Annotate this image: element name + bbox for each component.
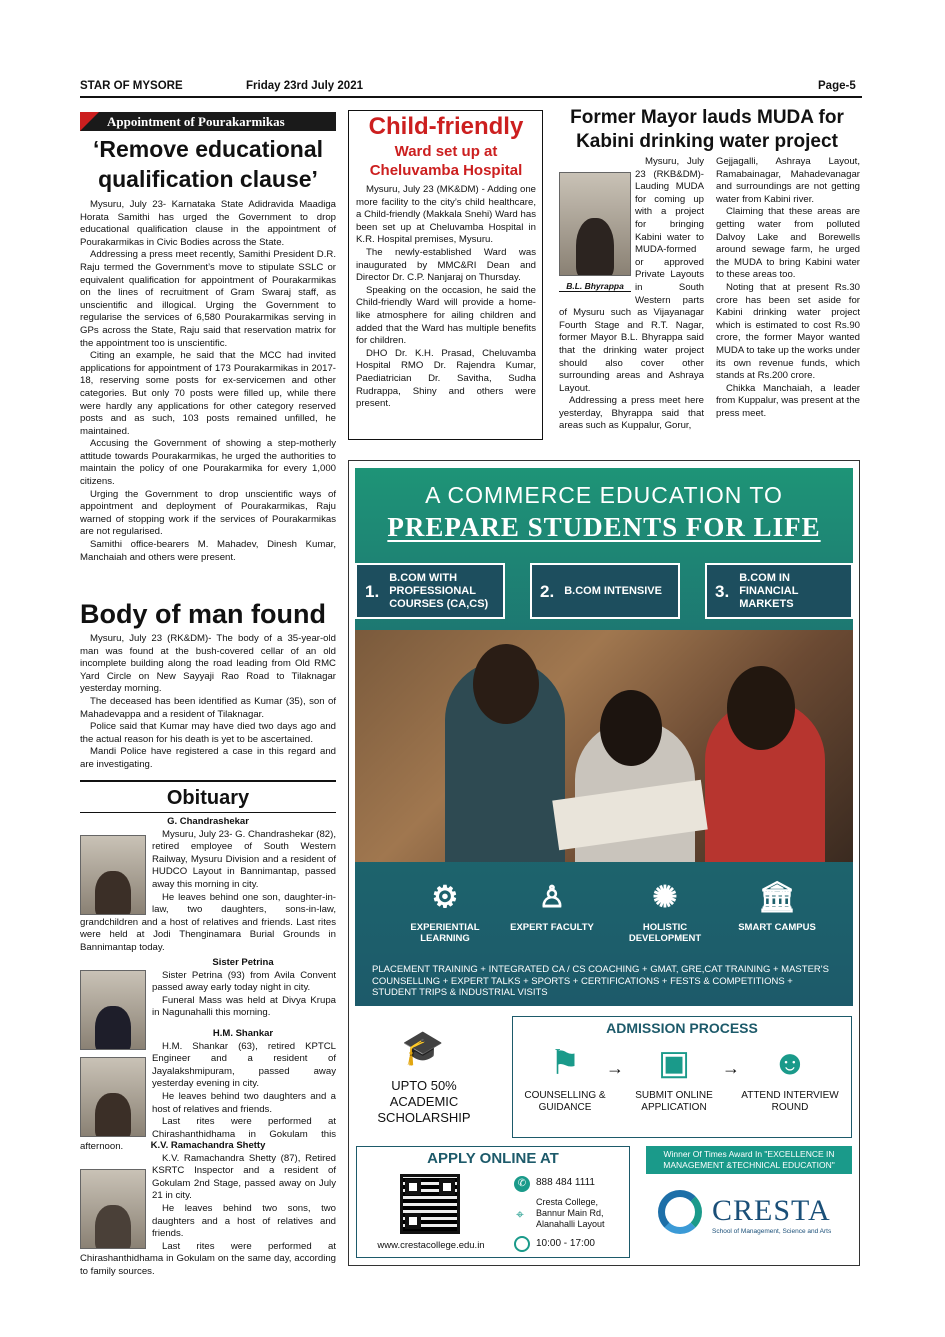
feature-label: EXPERT FACULTY (510, 922, 594, 933)
ad-students-photo (355, 630, 853, 862)
obituary-para: He leaves behind two sons, two daughters and a host of relatives and friends. (152, 1202, 336, 1240)
step-icon: ☻ (772, 1044, 808, 1082)
step-icon: ▣ (657, 1044, 691, 1082)
article1-para: Mysuru, July 23- Karnataka State Adidravida Maadiga Horata Samithi has urged the Government to drop educational qualification clause in the appointment of Pourakarmikas in Civic Bodies across the State. (80, 199, 336, 248)
student-figure-3-head (727, 666, 795, 750)
step-label: ATTEND INTERVIEW ROUND (741, 1090, 839, 1113)
article1-para: Urging the Government to drop unscientific ways of appointment and deployment of Pourakarmikas, Raju warned of stopping work if the services of Pourakarmikas are not regularised. (80, 488, 336, 538)
feature-1 (390, 880, 500, 944)
article3-para: Speaking on the occasion, he said the Child-friendly Ward will provide a home-like atmosphere for ailing children and added that the Ward has multiple benefits for children. (356, 284, 536, 347)
article1-para: Citing an example, he said that the MCC had invited applications for appointment of 173 Pourakarmikas in 2017-18, reserving some posts for ex-servicemen and other categories. But only 70 posts were filled up, while there were hardly any applications for other category reserved posts and as such, 103 posts remained unfilled, he maintained. (80, 350, 336, 437)
obituary-photo (80, 835, 146, 915)
article1-para: Addressing a press meet recently, Samithi President D.R. Raju termed the Government’s move to stipulate SSLC or equivalent qualification for appointment of Pourakarmikas on the lines of recruitment of Gram Swaraj staff, as unscientific and illogical. Urging the Government to regularise the services of 6,580 Pourakarmikas serving in GPs across the State, Raju said that reservation matrix for the appointment too is unscientific. (80, 249, 336, 349)
article2-body (80, 633, 336, 772)
obituary-photo (80, 1169, 146, 1249)
address-text: Cresta College, Bannur Main Rd, Alanahalli Layout (536, 1197, 605, 1229)
obituary-para: Last rites were performed at Chirashanthidhama in Gokulam on the same day, according to family sources. (80, 1240, 336, 1277)
article1-para: Samithi office-bearers M. Mahadev, Dinesh Kumar, Manchaiah and others were present. (80, 539, 336, 563)
article4-para: Addressing a press meet here yesterday, Bhyrappa said that areas such as Kuppalur, Gorur, (559, 395, 704, 432)
scholarship-text: UPTO 50% ACADEMIC SCHOLARSHIP (377, 1078, 471, 1125)
feature-label: HOLISTIC DEVELOPMENT (628, 922, 702, 944)
ad-highlights: PLACEMENT TRAINING + INTEGRATED CA / CS COACHING + GMAT, GRE,CAT TRAINING + MASTER'S COUNSELLING + EXPERT TALKS + SPORTS + CERTIFICATIONS + FESTS & COMPETITIONS + STUDENT TRIPS & INDUSTRIAL VISITS (372, 964, 829, 998)
obituary-para: H.M. Shankar (63), retired KPTCL Engineer and a resident of Jayalakshmipuram, passed away yesterday evening in city. (152, 1040, 336, 1090)
obituary-name: Sister Petrina (212, 957, 274, 968)
obituary-para: He leaves behind one son, daughter-in-law, two daughters, sons-in-law, grandchildren and a host of relatives and friends. Last rites were held at Jodi Thenginamara Burial Grounds in Bannimantap today. (80, 891, 336, 953)
obituary-entry-1 (80, 816, 336, 955)
clock-icon (514, 1236, 530, 1252)
hours-text: 10:00 - 17:00 (536, 1238, 595, 1249)
program-label: B.COM WITH PROFESSIONAL COURSES (CA,CS) (389, 571, 489, 610)
cresta-tagline: School of Management, Science and Arts (712, 1228, 832, 1235)
article3-body (356, 184, 536, 411)
obituary-para: K.V. Ramachandra Shetty (87), Retired KSRTC Inspector and a resident of Gokulam 2nd Stage, passed away on July 21 in city. (152, 1152, 336, 1202)
article3-subhead2: Cheluvamba Hospital (369, 162, 523, 179)
article3-headline: Child-friendly (368, 113, 524, 140)
feature-2 (497, 880, 607, 933)
article4-para: Mysuru, July 23 (RKB&DM)- Lauding MUDA for coming up with a project for bringing Kabini water to MUDA-formed or approved Private Layouts in South Western parts of Mysuru such as Vijayanagar Fourth Stage and R.T. Nagar, former Mayor B.L. Bhyrappa said that the drinking water project should also cover other surrounding areas and Ashraya Layout. (559, 156, 704, 394)
student-figure-1-head (473, 644, 539, 724)
program-1 (355, 563, 505, 619)
article1-kicker (80, 112, 336, 131)
masthead-rule (80, 96, 862, 98)
program-num: 1. (365, 581, 380, 601)
step-icon: ⚑ (549, 1044, 581, 1082)
masthead-paper: STAR OF MYSORE (80, 80, 183, 92)
kicker-triangle (80, 112, 99, 131)
article3-para: DHO Dr. K.H. Prasad, Cheluvamba Hospital RMO Dr. Rajendra Kumar, Paediatrician Dr. Savitha, Sudha Rudrappa, Shiny and others were present. (356, 347, 536, 410)
program-2 (530, 563, 680, 619)
feature-icon: ✺ (652, 881, 678, 914)
step-label: COUNSELLING & GUIDANCE (524, 1090, 606, 1113)
step-arrow-2: → (722, 1058, 740, 1078)
ad-title-line1: A COMMERCE EDUCATION TO (425, 482, 783, 508)
location-icon: ⌖ (516, 1206, 524, 1222)
article2-headline: Body of man found (80, 599, 326, 629)
student-figure-2-head (600, 690, 662, 766)
obituary-para: Funeral Mass was held at Divya Krupa in Nagunahalli this morning. (152, 994, 336, 1019)
phone-icon: ✆ (514, 1176, 530, 1192)
obituary-para: Last rites were performed at Chirashanthidhama in Gokulam this afternoon. (80, 1116, 336, 1153)
article4-para: Noting that at present Rs.30 crore has been set aside for Kabini drinking water project which is estimated to cost Rs.90 crore, the former Mayor wanted MUDA to take up the works under its own revenue funds, which stands at Rs.200 crore. (716, 281, 860, 382)
obituary-photo (80, 1057, 146, 1137)
program-label: B.COM IN FINANCIAL MARKETS (739, 571, 799, 610)
obituary-para: He leaves behind two daughters and a host of relatives and friends. (152, 1090, 336, 1115)
program-num: 2. (540, 581, 555, 601)
article2-para: Mandi Police have registered a case in this regard and are investigating. (80, 746, 336, 770)
step-1 (520, 1042, 610, 1114)
obituary-name: G. Chandrashekar (167, 816, 249, 827)
obituary-para: Mysuru, July 23- G. Chandrashekar (82), retired employee of South Western Railway, Mysuru Division and a resident of HUDCO Layout in Bannimantap, passed away this morning in city. (152, 828, 336, 890)
obituary-para: Sister Petrina (93) from Avila Convent passed away early today night in city. (152, 969, 336, 994)
article4-para: Gejjagalli, Ashraya Layout, Ramabainagar, Mahadevanagar and surroundings are not getting water from Kabini river. (716, 156, 860, 205)
article4-photo-caption: B.L. Bhyrappa (559, 281, 631, 292)
step-label: SUBMIT ONLINE APPLICATION (635, 1090, 713, 1113)
step-3 (740, 1042, 840, 1114)
article1-para: Accusing the Government of showing a step-motherly attitude towards Pourakarmikas, he urged the authorities to maintain the policy of one Pourakarmika for every 1,000 citizens. (80, 438, 336, 488)
step-2 (628, 1042, 720, 1114)
kicker-text: Appointment of Pourakarmikas (107, 113, 285, 129)
feature-icon: ⚙ (431, 881, 459, 914)
apply-title: APPLY ONLINE AT (427, 1150, 559, 1167)
phone-number[interactable]: 888 484 1111 (536, 1177, 595, 1188)
website-link[interactable]: www.crestacollege.edu.in (377, 1240, 485, 1251)
qr-finder-tr (439, 1179, 455, 1195)
article4-para: Claiming that these areas are getting water from polluted Dalvoy Lake and Borewells around sewage farm, he urged the MUDA to bring Kabini water to these areas too. (716, 206, 860, 281)
masthead-page: Page-5 (818, 80, 856, 92)
article2-para: Mysuru, July 23 (RK&DM)- The body of a 35-year-old man was found at the bush-covered cellar of an old incomplete building along the road leading from Old RMC Yard Circle on New Sayyaji Rao Road to Tilaknagar yesterday morning. (80, 633, 336, 695)
feature-icon: ♙ (538, 881, 566, 914)
article1-body (80, 199, 336, 564)
cresta-logo-icon (658, 1190, 702, 1234)
program-num: 3. (715, 581, 730, 601)
cresta-brand: CRESTA (712, 1194, 831, 1227)
feature-label: EXPERIENTIAL LEARNING (410, 922, 480, 944)
article3-para: The newly-established Ward was inaugurated by MMC&RI Dean and Director Dr. C.P. Nanjaraj on Thursday. (356, 246, 536, 284)
qr-code (400, 1174, 460, 1234)
article4-col1 (559, 156, 704, 433)
article4-col2 (716, 156, 860, 420)
article1-headline: ‘Remove educational qualification clause’ (92, 136, 324, 192)
obituary-name: H.M. Shankar (212, 1028, 274, 1039)
feature-label: SMART CAMPUS (738, 922, 816, 933)
obituary-title: Obituary (166, 787, 250, 809)
qr-finder-bl (405, 1213, 421, 1229)
program-3 (705, 563, 853, 619)
article3-para: Mysuru, July 23 (MK&DM) - Adding one more facility to the city’s child healthcare, a Child-friendly (Makkala Snehi) Ward has been set up at Cheluvamba Hospital in K.R. Hospital premises, Mysuru. (356, 184, 536, 246)
obituary-rule-top (80, 780, 336, 782)
obituary-entry-4 (80, 1140, 336, 1279)
feature-3 (610, 880, 720, 944)
article2-para: The deceased has been identified as Kumar (35), son of Mahadevappa and a resident of Tilaknagar. (80, 695, 336, 720)
program-label: B.COM INTENSIVE (564, 584, 662, 597)
masthead-date: Friday 23rd July 2021 (246, 80, 363, 92)
obituary-name: K.V. Ramachandra Shetty (150, 1140, 266, 1151)
article4-headline: Former Mayor lauds MUDA for Kabini drinking water project (570, 107, 844, 152)
qr-finder-tl (405, 1179, 421, 1195)
feature-4 (722, 880, 832, 933)
step-arrow-1: → (606, 1058, 624, 1078)
award-banner: Winner Of Times Award In "EXCELLENCE IN MANAGEMENT &TECHNICAL EDUCATION" (646, 1146, 852, 1174)
article2-para: Police said that Kumar may have died two days ago and the actual reason for his death is yet to be ascertained. (80, 721, 336, 745)
obituary-entry-3 (80, 1028, 336, 1154)
article4-para: Chikka Manchaiah, a leader from Kuppalur, was present at the press meet. (716, 382, 860, 419)
scholarship-icon: 🎓 (401, 1029, 445, 1067)
feature-icon: 🏛 (757, 881, 797, 914)
admission-title: ADMISSION PROCESS (606, 1020, 758, 1036)
article4-float-spacer (559, 156, 635, 296)
obituary-rule-bottom (80, 812, 336, 813)
article3-subhead: Ward set up at (394, 143, 498, 160)
ad-title-line2: PREPARE STUDENTS FOR LIFE (387, 512, 821, 542)
